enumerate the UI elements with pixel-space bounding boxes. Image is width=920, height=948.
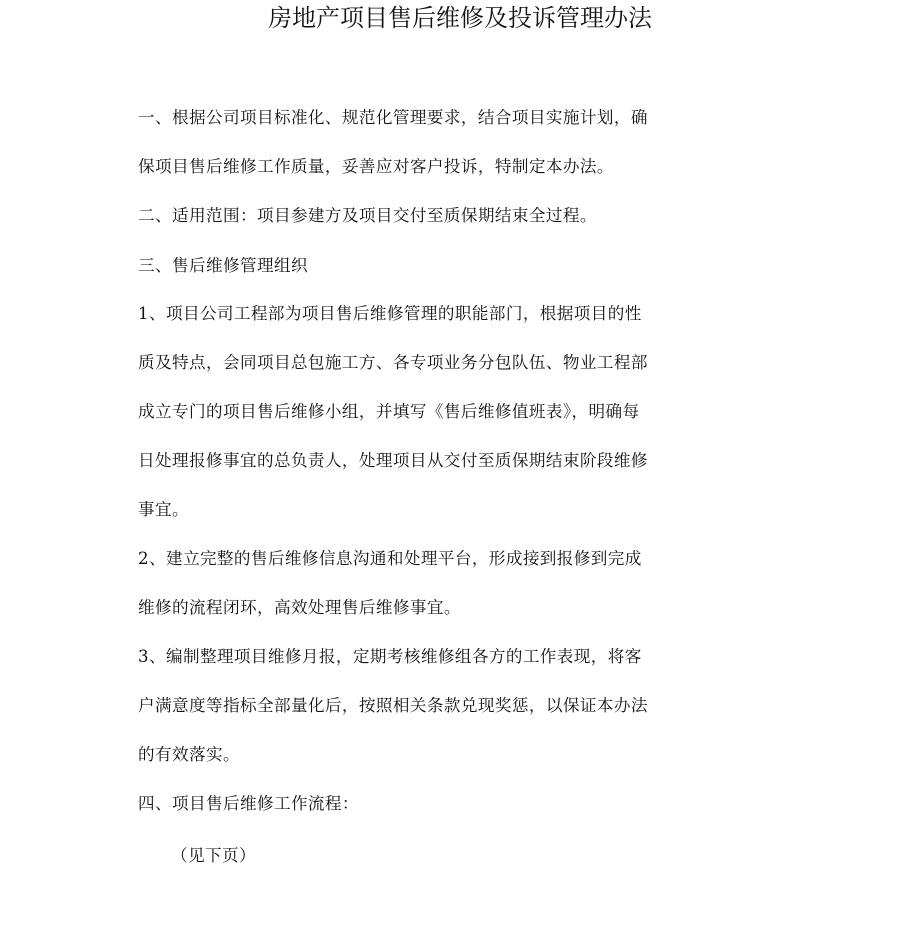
paragraph-line: 户满意度等指标全部量化后，按照相关条款兑现奖惩，以保证本办法 [138,696,648,715]
section-heading: 四、项目售后维修工作流程： [138,794,359,813]
paragraph-line: 成立专门的项目售后维修小组，并填写《售后维修值班表》，明确每 [138,402,640,421]
paragraph-line: 二、适用范围：项目参建方及项目交付至质保期结束全过程。 [138,206,597,225]
paragraph-line: 日处理报修事宜的总负责人，处理项目从交付至质保期结束阶段维修 [138,451,648,470]
paragraph-line: 的有效落实。 [138,745,240,764]
title-text: 房地产项目售后维修及投诉管理办法 [268,4,652,32]
paragraph-line: 3、编制整理项目维修月报，定期考核维修组各方的工作表现，将客 [138,647,642,666]
paragraph-line: 一、根据公司项目标准化、规范化管理要求，结合项目实施计划，确 [138,108,648,127]
see-next-page-note: （见下页） [171,846,256,865]
paragraph-line: 维修的流程闭环，高效处理售后维修事宜。 [138,598,461,617]
paragraph-line: 事宜。 [138,500,189,519]
paragraph-line: 2、建立完整的售后维修信息沟通和处理平台，形成接到报修到完成 [138,549,642,568]
section-heading: 三、售后维修管理组织 [138,256,308,275]
paragraph-line: 质及特点，会同项目总包施工方、各专项业务分包队伍、物业工程部 [138,353,648,372]
paragraph-line: 1、项目公司工程部为项目售后维修管理的职能部门，根据项目的性 [138,304,642,323]
document-title [0,3,920,33]
paragraph-line: 保项目售后维修工作质量，妥善应对客户投诉，特制定本办法。 [138,157,614,176]
